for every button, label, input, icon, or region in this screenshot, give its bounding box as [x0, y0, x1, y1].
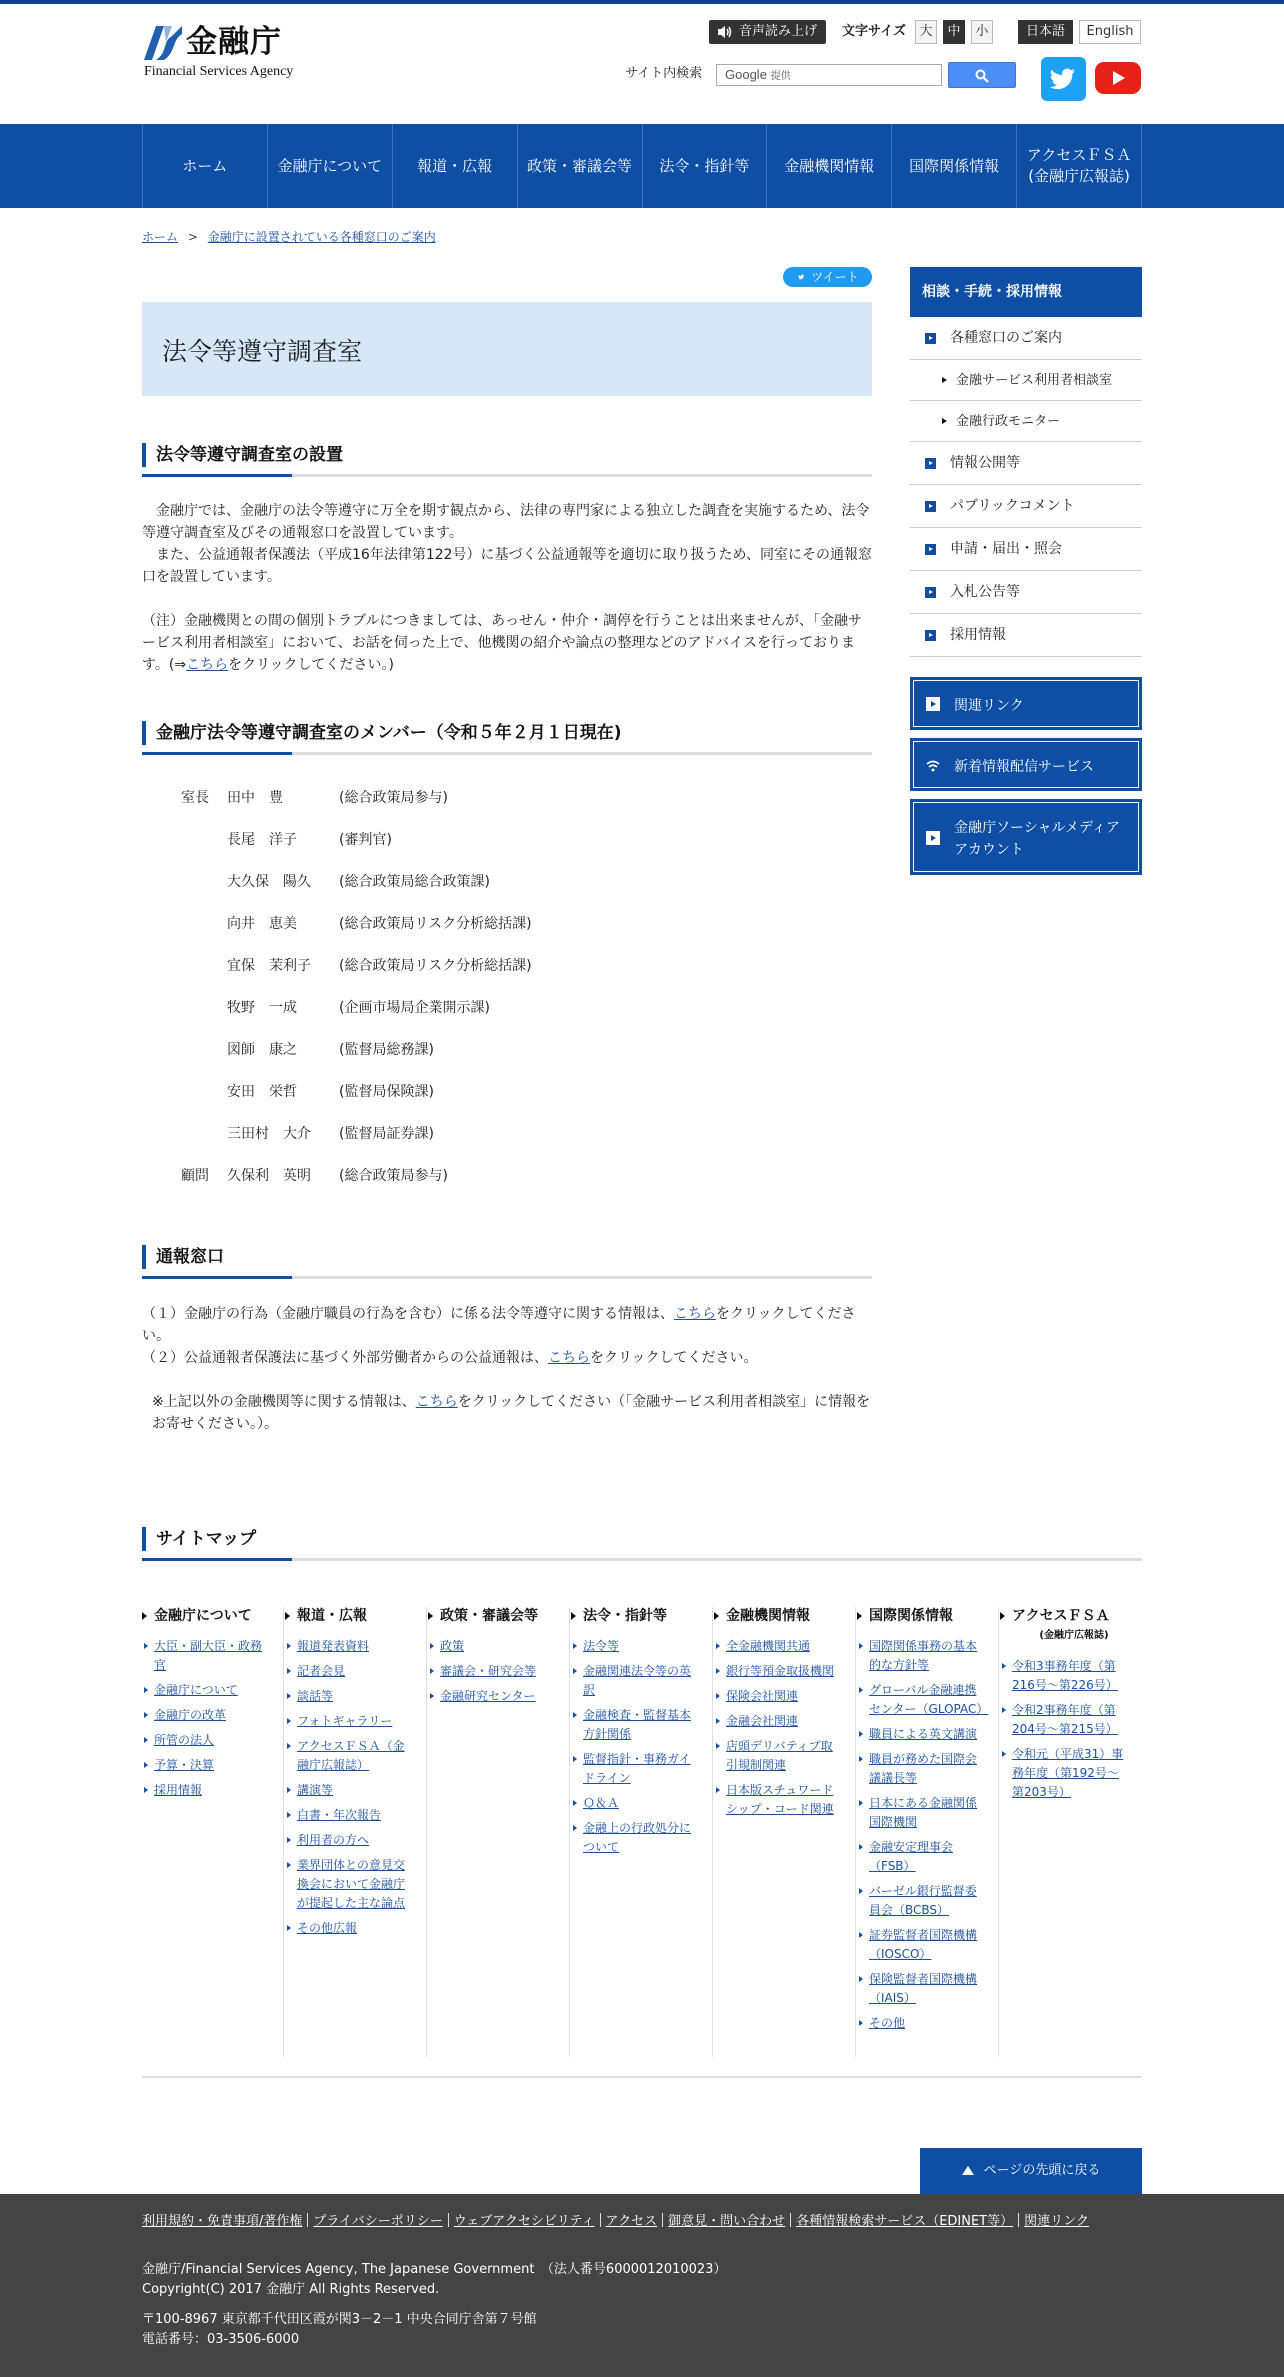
footer-link-separator [790, 2213, 791, 2227]
section-heading-members [142, 721, 872, 755]
social-media-label-line2: アカウント [954, 842, 1024, 858]
arrow-box-icon [926, 831, 940, 845]
text-to-speech-button[interactable] [709, 20, 826, 44]
related-links-button[interactable] [910, 677, 1142, 730]
sitemap-column-title-text: 金融機関情報 [726, 1608, 810, 1624]
sitemap-column-title[interactable] [428, 1607, 563, 1625]
consultation-link[interactable]: こちら [186, 657, 229, 673]
search-icon [975, 69, 989, 83]
lang-en-button[interactable]: English [1079, 20, 1141, 44]
top-accent-line [0, 0, 1284, 4]
sitemap-column [857, 1607, 999, 2057]
sitemap-link[interactable]: 金融研究センター [428, 1687, 563, 1706]
member-name: 牧野 一成 [227, 1000, 297, 1016]
footer-link[interactable]: ウェブアクセシビリティ [453, 2214, 595, 2229]
sitemap-column-title[interactable] [1000, 1607, 1136, 1645]
sitemap-column-title[interactable] [571, 1607, 706, 1625]
member-dept: (総合政策局総合政策課) [339, 874, 490, 890]
triangle-bullet-icon [942, 418, 947, 424]
sitemap-link[interactable]: 保険会社関連 [714, 1687, 849, 1706]
page-title: 法令等遵守調査室 [162, 337, 363, 366]
sidebar-item[interactable] [910, 614, 1142, 657]
sitemap-link[interactable]: 所管の法人 [142, 1731, 277, 1750]
note-text: （注）金融機関との間の個別トラブルにつきましては、あっせん・仲介・調停を行うことは出来ませんが、「金融サービス利用者相談室」において、お話を伺った上で、他機関の紹介や論点の整理などのアドバイスを行っております。(⇒ [142, 613, 863, 673]
sitemap-column-title[interactable] [142, 1607, 277, 1625]
footer-address: 〒100-8967 東京都千代田区霞が関3－2－1 中央合同庁舎第７号館 [142, 2312, 537, 2327]
sitemap-link[interactable]: 金融庁の改革 [142, 1706, 277, 1725]
member-row [142, 1040, 872, 1060]
sitemap-link[interactable]: 日本版スチュワードシップ・コード関連 [714, 1781, 849, 1819]
sidebar-heading: 相談・手続・採用情報 [910, 267, 1142, 317]
member-row [142, 998, 872, 1018]
search-button[interactable] [948, 62, 1016, 88]
sitemap-link[interactable]: 金融上の行政処分について [571, 1819, 706, 1857]
sitemap-column [571, 1607, 713, 2057]
footer [0, 2194, 1284, 2377]
arrow-box-icon [925, 501, 936, 512]
sitemap-column-title-text: 国際関係情報 [869, 1608, 953, 1624]
sitemap-link[interactable]: その他広報 [285, 1919, 420, 1938]
related-links-label: 関連リンク [954, 698, 1024, 714]
member-role: 室長 [181, 790, 209, 806]
member-name: 大久保 陽久 [227, 874, 311, 890]
sitemap-link[interactable]: フォトギャラリー [285, 1712, 420, 1731]
arrow-box-icon [925, 333, 936, 344]
contact-text: （２）公益通報者保護法に基づく外部労働者からの公益通報は、 [142, 1350, 548, 1366]
global-nav [0, 124, 1284, 208]
search-input[interactable] [716, 64, 942, 86]
sidebar-item[interactable] [910, 571, 1142, 614]
nav-item-3[interactable]: 政策・審議会等 [518, 124, 643, 208]
font-size-large-button[interactable]: 大 [915, 20, 937, 44]
sitemap-column [714, 1607, 856, 2057]
member-row [142, 956, 872, 976]
triangle-bullet-icon [942, 377, 947, 383]
sitemap-column [428, 1607, 570, 2057]
sitemap-link[interactable]: 白書・年次報告 [285, 1806, 420, 1825]
sitemap-column [1000, 1607, 1142, 2057]
member-dept: (審判官) [339, 832, 392, 848]
member-row [142, 914, 872, 934]
sitemap-link[interactable]: バーゼル銀行監督委員会（BCBS） [857, 1882, 992, 1920]
footer-link[interactable]: アクセス [605, 2214, 658, 2229]
sidebar-item-label: 申請・届出・照会 [950, 541, 1062, 557]
member-row [142, 830, 872, 850]
sitemap-link[interactable]: 全金融機関共通 [714, 1637, 849, 1656]
member-row [142, 1124, 872, 1144]
member-dept: (監督局証券課) [339, 1126, 434, 1142]
sitemap-link[interactable]: 金融庁について [142, 1681, 277, 1700]
member-name: 図師 康之 [227, 1042, 297, 1058]
speaker-icon [717, 25, 733, 39]
sitemap-link[interactable]: 大臣・副大臣・政務官 [142, 1637, 277, 1675]
news-delivery-button[interactable] [910, 738, 1142, 791]
sitemap-link[interactable]: 監督指針・事務ガイドライン [571, 1750, 706, 1788]
sidebar-item[interactable] [910, 485, 1142, 528]
global-nav-items [142, 124, 1142, 208]
intro-paragraph-2: また、公益通報者保護法（平成16年法律第122号）に基づく公益通報等を適切に取り扱うため、同室にその通報窓口を設置しています。 [142, 547, 872, 585]
sidebar-item-label: 金融サービス利用者相談室 [956, 373, 1113, 388]
contact-text-end: をクリックしてください。 [590, 1350, 758, 1366]
arrow-box-icon [925, 630, 936, 641]
twitter-icon [796, 272, 807, 282]
sidebar-item[interactable] [910, 317, 1142, 360]
social-media-label-line1: 金融庁ソーシャルメディア [954, 820, 1120, 836]
back-to-top-label: ページの先頭に戻る [983, 2163, 1101, 2178]
member-name: 久保利 英明 [227, 1168, 311, 1184]
member-list [142, 788, 872, 1188]
nav-item-1[interactable]: 金融庁について [268, 124, 393, 208]
member-dept: (総合政策局参与) [339, 1168, 448, 1184]
contact-text: （１）金融庁の行為（金融庁職員の行為を含む）に係る法令等遵守に関する情報は、 [142, 1306, 674, 1322]
sitemap-column-title-text: 報道・広報 [297, 1608, 367, 1624]
sitemap-column-title[interactable] [714, 1607, 849, 1625]
intro-paragraph-1: 金融庁では、金融庁の法令等遵守に万全を期す観点から、法律の専門家による独立した調査を実施するため、法令等遵守調査室及びその通報窓口を設置しています。 [142, 503, 870, 541]
breadcrumb [142, 228, 436, 246]
sitemap-divider [142, 2076, 1142, 2078]
sitemap-link[interactable]: 金融関連法令等の英訳 [571, 1662, 706, 1700]
member-dept: (総合政策局リスク分析総括課) [339, 916, 532, 932]
sitemap-link[interactable]: 金融会社関連 [714, 1712, 849, 1731]
nav-item-5[interactable]: 金融機関情報 [767, 124, 892, 208]
member-dept: (総合政策局参与) [339, 790, 448, 806]
sitemap-link[interactable]: Ｑ＆Ａ [571, 1794, 706, 1813]
sitemap-link[interactable]: アクセスＦＳＡ（金融庁広報誌） [285, 1737, 420, 1775]
sidebar-item-label: 採用情報 [950, 627, 1006, 643]
tts-label: 音声読み上げ [739, 24, 818, 39]
logo-text-ja: 金融庁 [186, 24, 282, 60]
sidebar-subitem[interactable] [910, 401, 1142, 442]
section-heading-text: 通報窓口 [142, 1245, 224, 1269]
twitter-link[interactable] [1041, 57, 1086, 101]
breadcrumb-home-link[interactable]: ホーム [142, 230, 179, 244]
contact-text-end: をクリックしてください（「金融サービス利用者相談室」に情報をお寄せください。）。 [152, 1394, 871, 1432]
sitemap-link[interactable]: 利用者の方へ [285, 1831, 420, 1850]
tweet-label: ツイート [811, 270, 859, 284]
up-arrow-icon [962, 2166, 974, 2175]
sitemap-heading-text: サイトマップ [142, 1527, 256, 1551]
social-media-button[interactable] [910, 799, 1142, 875]
footer-agency: 金融庁/Financial Services Agency, The Japanese Government （法人番号6000012010023） [142, 2262, 727, 2277]
footer-link[interactable]: プライバシーポリシー [313, 2214, 443, 2229]
sidebar-item[interactable] [910, 442, 1142, 485]
sitemap-link[interactable]: 店頭デリバティブ取引規制関連 [714, 1737, 849, 1775]
sidebar-item[interactable] [910, 528, 1142, 571]
note-text-end: をクリックしてください。) [228, 657, 394, 673]
member-dept: (企画市場局企業開示課) [339, 1000, 490, 1016]
member-dept: (監督局総務課) [339, 1042, 434, 1058]
social-media-label [954, 817, 1120, 861]
sitemap-column-title[interactable] [285, 1607, 420, 1625]
contact-text: ※上記以外の金融機関等に関する情報は、 [152, 1394, 416, 1410]
sidebar-item-label: 各種窓口のご案内 [950, 330, 1062, 346]
footer-link-separator [662, 2213, 663, 2227]
member-row [142, 1166, 872, 1186]
member-name: 安田 栄哲 [227, 1084, 297, 1100]
sitemap-link[interactable]: 金融検査・監督基本方針関係 [571, 1706, 706, 1744]
tweet-button[interactable] [783, 267, 872, 287]
contact-line-1 [142, 1303, 872, 1347]
arrow-box-icon [925, 587, 936, 598]
sitemap-link[interactable]: 講演等 [285, 1781, 420, 1800]
youtube-link[interactable] [1095, 62, 1141, 94]
arrow-box-icon [926, 697, 940, 711]
lang-ja-button[interactable]: 日本語 [1018, 20, 1073, 44]
member-name: 宜保 茉利子 [227, 958, 311, 974]
member-row [142, 1082, 872, 1102]
sidebar [910, 267, 1142, 883]
footer-link[interactable]: 御意見・問い合わせ [668, 2214, 786, 2229]
sitemap-link[interactable]: 報道発表資料 [285, 1637, 420, 1656]
breadcrumb-current-link[interactable]: 金融庁に設置されている各種窓口のご案内 [207, 230, 436, 244]
sidebar-subitem[interactable] [910, 360, 1142, 401]
member-name: 三田村 大介 [227, 1126, 311, 1142]
sitemap-column-title-text: 金融庁について [154, 1608, 252, 1624]
contact-link-1[interactable]: こちら [674, 1306, 716, 1322]
sitemap-column-title-text: アクセスＦＳＡ [1012, 1608, 1110, 1624]
member-name: 向井 恵美 [227, 916, 297, 932]
contact-text-end: をクリックしてください。 [142, 1306, 856, 1344]
font-size-label: 文字サイズ [842, 24, 906, 39]
font-size-medium-button[interactable]: 中 [943, 20, 965, 44]
sitemap-link[interactable]: 職員が務めた国際会議議長等 [857, 1750, 992, 1788]
sitemap-link[interactable]: 令和元（平成31）事務年度（第192号～第203号） [1000, 1745, 1136, 1802]
contact-line-3 [152, 1391, 872, 1435]
sitemap-link[interactable]: 審議会・研究会等 [428, 1662, 563, 1681]
footer-link[interactable]: 関連リンク [1024, 2214, 1089, 2229]
member-name: 田中 豊 [227, 790, 283, 806]
nav-item-4[interactable]: 法令・指針等 [643, 124, 768, 208]
member-role: 顧問 [181, 1168, 209, 1184]
footer-link[interactable]: 利用規約・免責事項/著作権 [142, 2214, 303, 2229]
sitemap-column-title-text: 政策・審議会等 [440, 1608, 538, 1624]
section-heading-text: 金融庁法令等遵守調査室のメンバー（令和５年２月１日現在) [142, 721, 622, 745]
footer-links [142, 2212, 1089, 2232]
sitemap-column [285, 1607, 427, 2057]
nav-item-6[interactable]: 国際関係情報 [892, 124, 1017, 208]
sitemap-column-title-text: 法令・指針等 [583, 1608, 667, 1624]
note-paragraph [142, 610, 872, 676]
breadcrumb-separator: > [187, 230, 198, 244]
sitemap-link[interactable]: 国際関係事務の基本的な方針等 [857, 1637, 992, 1675]
sidebar-item-label: 金融行政モニター [956, 414, 1061, 429]
sitemap-link[interactable]: 令和2事務年度（第204号～第215号） [1000, 1701, 1136, 1739]
sitemap-link[interactable]: 金融安定理事会（FSB） [857, 1838, 992, 1876]
page-title-box [142, 302, 872, 396]
footer-link-separator [448, 2213, 449, 2227]
sidebar-item-label: 情報公開等 [950, 455, 1020, 471]
logo-text-en: Financial Services Agency [144, 64, 294, 79]
contact-link-3[interactable]: こちら [415, 1394, 458, 1410]
font-size-small-button[interactable]: 小 [971, 20, 993, 44]
news-delivery-label: 新着情報配信サービス [954, 759, 1094, 775]
sitemap-link[interactable]: 予算・決算 [142, 1756, 277, 1775]
nav-item-0[interactable]: ホーム [143, 124, 268, 208]
google-brand: Google [725, 67, 767, 82]
sitemap-link[interactable]: グローバル金融連携センター（GLOPAC） [857, 1681, 992, 1719]
arrow-box-icon [925, 458, 936, 469]
sitemap-link[interactable]: 業界団体との意見交換会において金融庁が提起した主な論点 [285, 1856, 420, 1913]
sitemap-heading [142, 1527, 1142, 1561]
member-row [142, 788, 872, 808]
sitemap-link[interactable]: 銀行等預金取扱機関 [714, 1662, 849, 1681]
footer-copyright: Copyright(C) 2017 金融庁 All Rights Reserved. [142, 2282, 440, 2297]
footer-phone: 電話番号：03-3506-6000 [142, 2332, 300, 2347]
twitter-icon [1041, 57, 1086, 101]
sidebar-item-label: パブリックコメント [950, 498, 1075, 514]
nav-item-7[interactable]: アクセスＦＳＡ (金融庁広報誌) [1017, 124, 1142, 208]
sitemap-column-subtitle: (金融庁広報誌) [1039, 1630, 1109, 1641]
sitemap-column-title[interactable] [857, 1607, 992, 1625]
contact-line-2 [142, 1347, 872, 1369]
site-search-label: サイト内検索 [625, 66, 703, 81]
sidebar-item-label: 入札公告等 [950, 584, 1020, 600]
footer-link[interactable]: 各種情報検索サービス（EDINET等） [796, 2214, 1014, 2229]
wifi-icon [926, 759, 940, 773]
back-to-top-button[interactable] [920, 2148, 1142, 2194]
sitemap-link[interactable]: 保険監督者国際機構（IAIS） [857, 1970, 992, 2008]
sitemap-link[interactable]: 証券監督者国際機構（IOSCO） [857, 1926, 992, 1964]
search-placeholder: 提供 [770, 71, 791, 82]
nav-item-2[interactable]: 報道・広報 [393, 124, 518, 208]
sitemap-column [142, 1607, 284, 2057]
sitemap-link[interactable]: 談話等 [285, 1687, 420, 1706]
member-name: 長尾 洋子 [227, 832, 297, 848]
contact-link-2[interactable]: こちら [548, 1350, 590, 1366]
section-heading-contact [142, 1245, 872, 1279]
sitemap-link[interactable]: 政策 [428, 1637, 563, 1656]
youtube-icon [1095, 62, 1141, 94]
sitemap-link[interactable]: 記者会見 [285, 1662, 420, 1681]
member-dept: (総合政策局リスク分析総括課) [339, 958, 532, 974]
fsa-logo-mark-icon [142, 22, 184, 62]
sitemap-link[interactable]: 職員による英文講演 [857, 1725, 992, 1744]
section-heading-establishment [142, 443, 872, 477]
member-dept: (監督局保険課) [339, 1084, 434, 1100]
member-row [142, 872, 872, 892]
sitemap-link[interactable]: 法令等 [571, 1637, 706, 1656]
fsa-logo[interactable] [142, 22, 312, 82]
footer-link-separator [307, 2213, 308, 2227]
footer-link-separator [1018, 2213, 1019, 2227]
sidebar-items [910, 317, 1142, 657]
sitemap-link[interactable]: 日本にある金融関係国際機関 [857, 1794, 992, 1832]
arrow-box-icon [925, 544, 936, 555]
sitemap-link[interactable]: 採用情報 [142, 1781, 277, 1800]
footer-link-separator [600, 2213, 601, 2227]
sitemap-link[interactable]: その他 [857, 2014, 992, 2033]
section-heading-text: 法令等遵守調査室の設置 [142, 443, 343, 467]
sitemap-link[interactable]: 令和3事務年度（第216号～第226号） [1000, 1657, 1136, 1695]
